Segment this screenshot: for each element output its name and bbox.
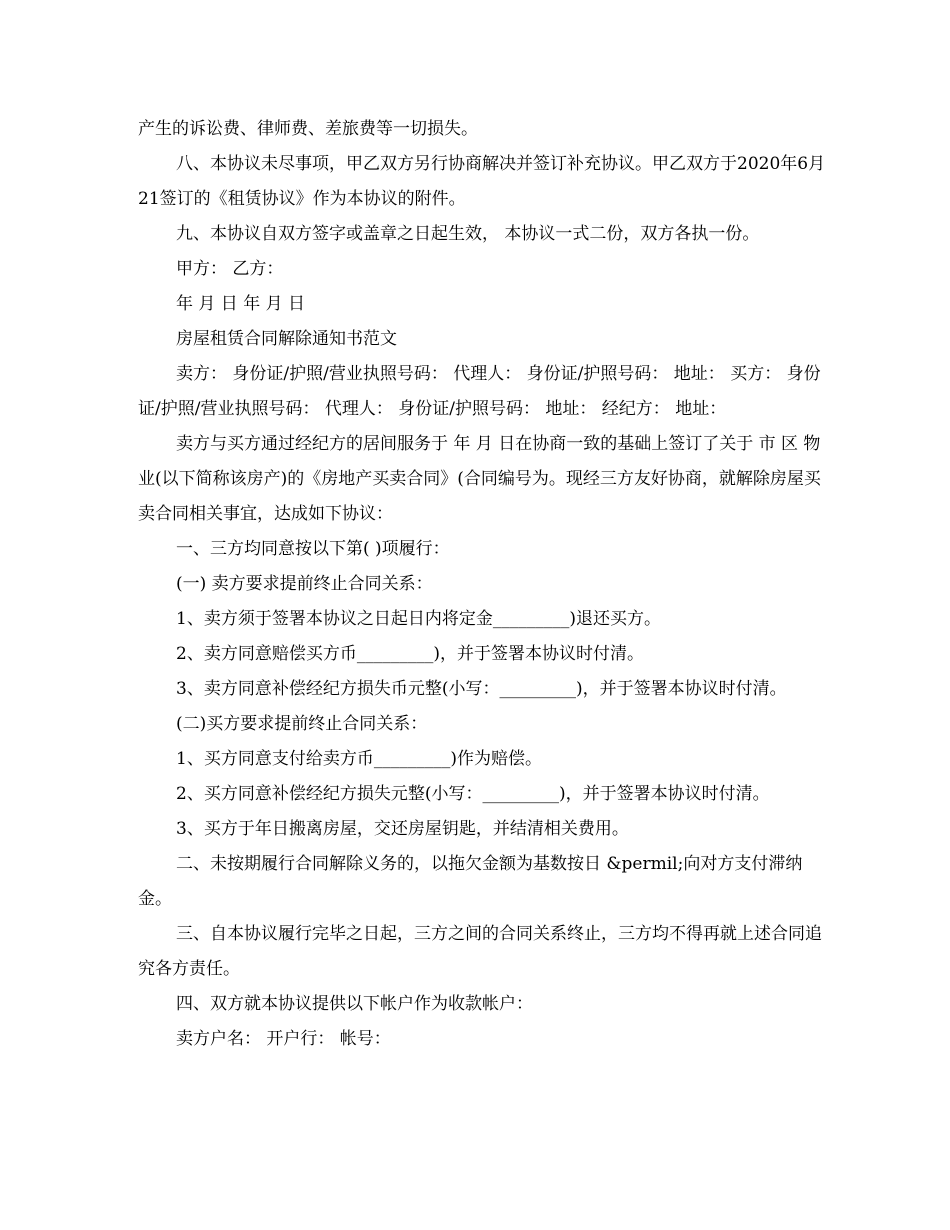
document-body [138,112,828,1057]
paragraph-clause-8: 八、本协议未尽事项，甲乙双方另行协商解决并签订补充协议。甲乙双方于2020年6月21签订的《租赁协议》作为本协议的附件。 [138,154,826,209]
seller-item-3: 3、卖方同意补偿经纪方损失币元整(小写：_________)，并于签署本协议时付清。 [176,679,787,699]
buyer-item-3: 3、买方于年日搬离房屋，交还房屋钥匙，并结清相关费用。 [176,819,629,839]
section-title: 房屋租赁合同解除通知书范文 [176,329,397,349]
seller-item-1: 1、卖方须于签署本协议之日起日内将定金_________)退还买方。 [176,609,661,629]
paragraph-clause-9: 九、本协议自双方签字或盖章之日起生效， 本协议一式二份，双方各执一份。 [176,224,760,244]
clause-1-heading: 一、三方均同意按以下第( )项履行： [176,539,450,559]
paragraph-loss-continuation: 产生的诉讼费、律师费、差旅费等一切损失。 [138,119,478,139]
buyer-item-1: 1、买方同意支付给卖方币_________)作为赔偿。 [176,749,542,769]
buyer-termination-heading: (二)买方要求提前终止合同关系： [176,714,428,734]
clause-2-paragraph: 二、未按期履行合同解除义务的，以拖欠金额为基数按日 &permil;向对方支付滞纳金。 [138,854,803,909]
intro-paragraph: 卖方与买方通过经纪方的居间服务于 年 月 日在协商一致的基础上签订了关于 市 区 物业(以下简称该房产)的《房地产买卖合同》(合同编号为。现经三方友好协商，就解除房屋买卖合同相关事宜，达成如下协议： [138,434,821,524]
signature-parties-line: 甲方： 乙方： [176,259,284,279]
buyer-item-2: 2、买方同意补偿经纪方损失元整(小写：_________)，并于签署本协议时付清。 [176,784,770,804]
seller-account-line: 卖方户名： 开户行： 帐号： [176,1029,391,1049]
parties-info-paragraph: 卖方： 身份证/护照/营业执照号码： 代理人： 身份证/护照号码： 地址： 买方： 身份证/护照/营业执照号码： 代理人： 身份证/护照号码： 地址： 经纪方： 地址： [138,364,821,419]
clause-4-paragraph: 四、双方就本协议提供以下帐户作为收款帐户： [176,994,533,1014]
clause-3-paragraph: 三、自本协议履行完毕之日起，三方之间的合同关系终止，三方均不得再就上述合同追究各方责任。 [138,924,822,979]
seller-item-2: 2、卖方同意赔偿买方币_________)，并于签署本协议时付清。 [176,644,644,664]
signature-date-line: 年 月 日 年 月 日 [176,294,306,314]
seller-termination-heading: (一) 卖方要求提前终止合同关系： [176,574,433,594]
